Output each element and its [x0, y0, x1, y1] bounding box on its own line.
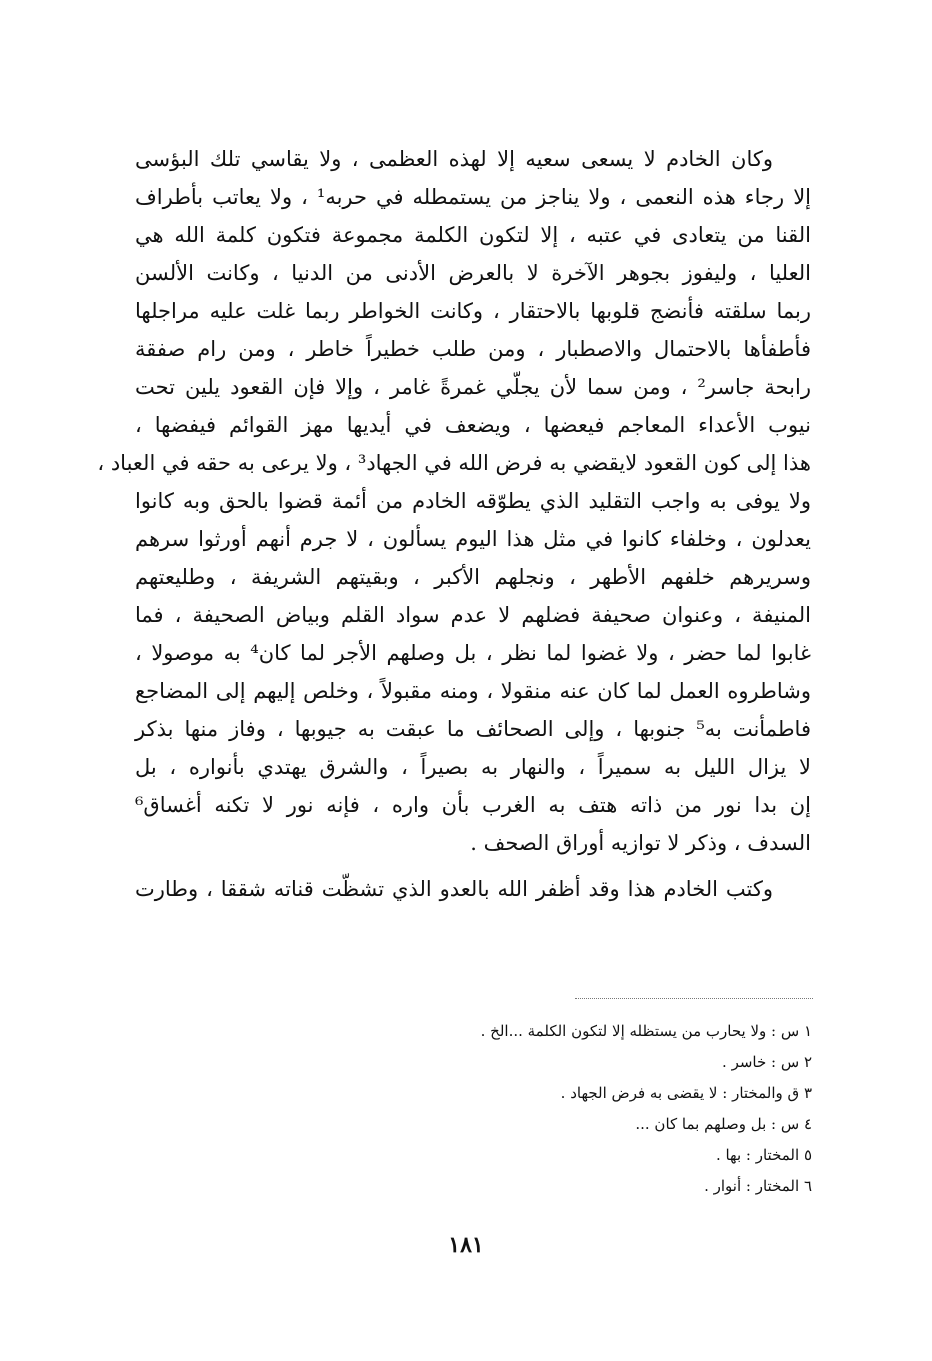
footnote: ٢ س : خاسر .	[722, 1053, 812, 1071]
body-line: وشاطروه العمل لما كان عنه منقولا ، ومنه مقبولاً ، وخلص إليهم إلى المضاجع	[135, 679, 811, 703]
footnote: ٦ المختار : أنوار .	[704, 1177, 812, 1195]
footnote: ٥ المختار : بها .	[715, 1146, 812, 1164]
body-line: ولا يوفى به واجب التقليد الذي يطوّقه الخادم من أئمة قضوا بالحق وبه كانوا	[135, 489, 811, 513]
body-line: ربما سلقته فأنضج قلوبها بالاحتقار ، وكانت الخواطر ربما غلت عليه مراجلها	[135, 299, 811, 323]
body-line: يعدلون ، وخلفاء كانوا في مثل هذا اليوم يسألون ، لا جرم أنهم أورثوا سرهم	[135, 527, 811, 551]
body-line: السدف ، وذكر لا توازيه أوراق الصحف .	[470, 831, 811, 855]
body-line: فأطفأها بالاحتمال والاصطبار ، ومن طلب خطيراً خاطر ، ومن رام صفقة	[135, 337, 811, 361]
body-line: وسريرهم خلفهم الأطهر ، ونجلهم الأكبر ، وبقيتهم الشريفة ، وطليعتهم	[135, 565, 811, 589]
body-line: القنا من يتعادى في عتبه ، إلا لتكون الكلمة مجموعة فتكون كلمة الله هي	[135, 223, 811, 247]
footnote-separator	[575, 998, 813, 999]
body-line: هذا إلى كون القعود لايقضي به فرض الله في الجهاد³ ، ولا يرعى به حقه في العباد ،	[97, 451, 811, 475]
body-line: إن بدا نور من ذاته هتف به الغرب بأن واره ، فإنه نور لا تكنه أغساق⁶	[135, 793, 811, 817]
footnote: ١ س : ولا يحارب من يستظله إلا لتكون الكلمة ...الخ .	[480, 1022, 812, 1040]
body-line: إلا رجاء هذه النعمى ، ولا يناجز من يستمطله في حربه¹ ، ولا يعاتب بأطراف	[135, 185, 811, 209]
body-line: رابحة جاسر² ، ومن سما لأن يجلّي غمرةً غامر ، وإلا فإن القعود يلين تحت	[135, 375, 811, 399]
page-number: ١٨١	[448, 1232, 484, 1258]
body-line: وكتب الخادم هذا وقد أظفر الله بالعدو الذي تشظّت قناته شققا ، وطارت	[135, 877, 773, 901]
body-line: العليا ، وليفوز بجوهر الآخرة لا بالعرض الأدنى من الدنيا ، وكانت الألسن	[135, 261, 811, 285]
footnote: ٣ ق والمختار : لا يقضى به فرض الجهاد .	[560, 1084, 812, 1102]
footnotes	[212, 1016, 812, 1202]
body-line: غابوا لما حضر ، ولا غضوا لما نظر ، بل وصلهم الأجر لما كان⁴ به موصولا ،	[135, 641, 811, 665]
body-text	[97, 140, 811, 908]
body-line: نيوب الأعداء المعاجم فيعضها ، ويضعف في أيديها مهز القوائم فيفضها ،	[135, 413, 811, 437]
body-line: وكان الخادم لا يسعى سعيه إلا لهذه العظمى ، ولا يقاسي تلك البؤسى	[135, 147, 773, 171]
body-line: فاطمأنت به⁵ جنوبها ، وإلى الصحائف ما عبقت به جيوبها ، وفاز منها بذكر	[135, 717, 811, 741]
body-line: المنيفة ، وعنوان صحيفة فضلهم لا عدم سواد القلم وبياض الصحيفة ، فما	[135, 603, 811, 627]
body-line: لا يزال الليل به سميراً ، والنهار به بصيراً ، والشرق يهتدي بأنواره ، بل	[135, 755, 811, 779]
footnote: ٤ س : بل وصلهم بما كان ...	[635, 1115, 812, 1133]
